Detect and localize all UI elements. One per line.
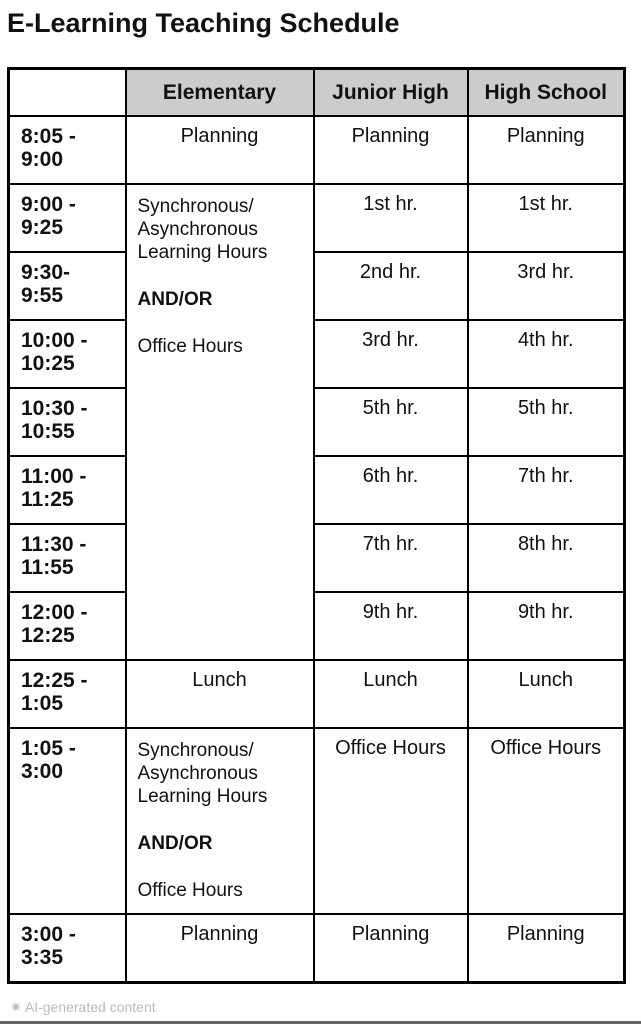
time-end: 11:55 [21, 556, 74, 579]
junior-high-cell: 6th hr. [314, 456, 468, 524]
elementary-cell: Lunch [126, 660, 314, 728]
time-end: 10:55 [21, 420, 75, 443]
elem-text: Asynchronous [137, 219, 258, 240]
time-start: 12:00 - [21, 601, 88, 624]
time-cell [9, 116, 126, 184]
junior-high-cell: Lunch [314, 660, 468, 728]
time-cell [9, 252, 126, 320]
elem-andor: AND/OR [137, 289, 213, 310]
time-cell [9, 456, 126, 524]
table-row [9, 252, 625, 320]
time-start: 9:00 - [21, 193, 76, 216]
elem-text: Synchronous/ [137, 196, 254, 217]
elem-office: Office Hours [137, 336, 243, 357]
header-junior-high: Junior High [314, 69, 468, 117]
time-end: 9:00 [21, 148, 64, 171]
high-school-cell: Office Hours [468, 728, 625, 914]
header-high-school: High School [468, 69, 625, 117]
high-school-cell: 5th hr. [468, 388, 625, 456]
time-start: 11:30 - [21, 533, 87, 556]
high-school-cell: Planning [468, 116, 625, 184]
junior-high-cell: 9th hr. [314, 592, 468, 660]
ai-generated-label: ✷ AI-generated content [10, 999, 156, 1015]
time-start: 10:00 - [21, 329, 88, 352]
time-start: 8:05 - [21, 125, 76, 148]
table-row [9, 388, 625, 456]
time-start: 9:30- [21, 261, 71, 284]
elem-text: Learning Hours [137, 242, 268, 263]
elem-andor: AND/OR [137, 833, 213, 854]
elem-text: Synchronous/ [137, 740, 254, 761]
high-school-cell: 8th hr. [468, 524, 625, 592]
elem-text: Learning Hours [137, 786, 268, 807]
time-cell [9, 660, 126, 728]
time-start: 3:00 - [21, 923, 76, 946]
junior-high-cell: Planning [314, 914, 468, 982]
table-row [9, 184, 625, 252]
junior-high-cell: Planning [314, 116, 468, 184]
time-end: 11:25 [21, 488, 74, 511]
elementary-cell: Planning [126, 914, 314, 982]
high-school-cell: Lunch [468, 660, 625, 728]
high-school-cell: 7th hr. [468, 456, 625, 524]
table-row [9, 914, 625, 982]
junior-high-cell: 7th hr. [314, 524, 468, 592]
time-start: 11:00 - [21, 465, 87, 488]
table-row [9, 592, 625, 660]
elem-text: Asynchronous [137, 763, 258, 784]
table-row [9, 320, 625, 388]
time-cell [9, 914, 126, 982]
elementary-sync-block [126, 184, 314, 660]
table-row [9, 524, 625, 592]
time-cell [9, 388, 126, 456]
time-end: 12:25 [21, 624, 75, 647]
junior-high-cell: 2nd hr. [314, 252, 468, 320]
junior-high-cell: 5th hr. [314, 388, 468, 456]
junior-high-cell: 1st hr. [314, 184, 468, 252]
junior-high-cell: Office Hours [314, 728, 468, 914]
elem-office: Office Hours [137, 880, 243, 901]
time-end: 3:00 [21, 760, 64, 783]
high-school-cell: 4th hr. [468, 320, 625, 388]
header-blank [9, 69, 126, 117]
schedule-table [7, 67, 626, 984]
high-school-cell: 9th hr. [468, 592, 625, 660]
time-start: 10:30 - [21, 397, 88, 420]
time-cell [9, 524, 126, 592]
table-row [9, 116, 625, 184]
time-end: 9:55 [21, 284, 64, 307]
time-start: 1:05 - [21, 737, 76, 760]
header-row [9, 69, 625, 117]
sparkle-icon: ✷ [10, 999, 25, 1015]
high-school-cell: Planning [468, 914, 625, 982]
table-row [9, 660, 625, 728]
high-school-cell: 1st hr. [468, 184, 625, 252]
page-title: E-Learning Teaching Schedule [7, 8, 400, 38]
table-row [9, 456, 625, 524]
time-cell [9, 728, 126, 914]
time-cell [9, 184, 126, 252]
time-end: 1:05 [21, 692, 64, 715]
time-cell [9, 320, 126, 388]
elementary-cell: Planning [126, 116, 314, 184]
time-end: 3:35 [21, 946, 64, 969]
table-row [9, 728, 625, 914]
elementary-sync-block [126, 728, 314, 914]
time-end: 9:25 [21, 216, 64, 239]
header-elementary: Elementary [126, 69, 314, 117]
time-end: 10:25 [21, 352, 75, 375]
junior-high-cell: 3rd hr. [314, 320, 468, 388]
time-cell [9, 592, 126, 660]
high-school-cell: 3rd hr. [468, 252, 625, 320]
time-start: 12:25 - [21, 669, 88, 692]
